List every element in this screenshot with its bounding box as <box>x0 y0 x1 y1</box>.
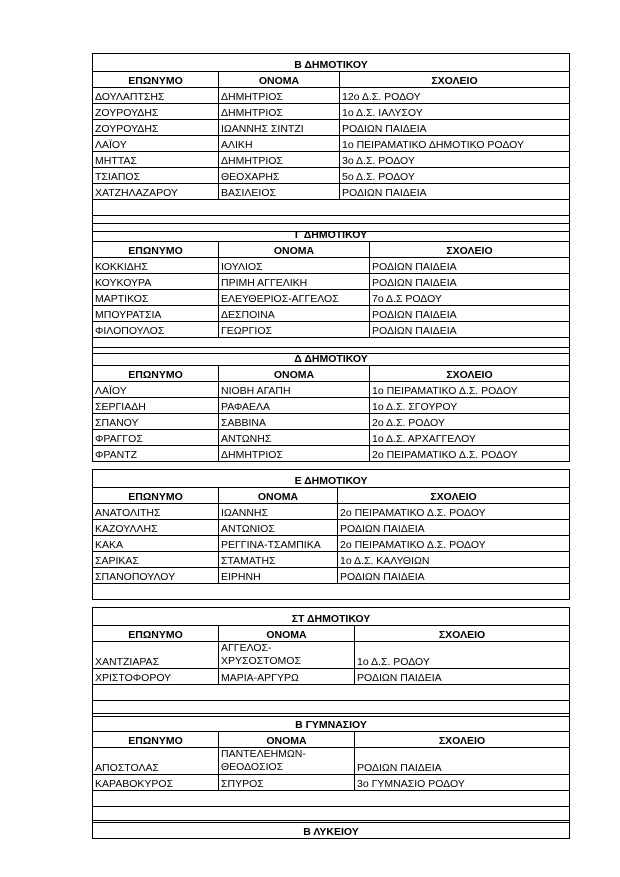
name-cell: ΔΕΣΠΟΙΝΑ <box>219 306 370 322</box>
name-cell: ΕΛΕΥΘΕΡΙΟΣ-ΑΓΓΕΛΟΣ <box>219 290 370 306</box>
school-cell: 3ο Δ.Σ. ΡΟΔΟΥ <box>340 152 570 168</box>
empty-cell <box>93 685 570 701</box>
name-cell: ΔΗΜΗΤΡΙΟΣ <box>219 88 340 104</box>
student-row <box>93 430 570 446</box>
surname-cell: ΧΑΤΖΗΛΑΖΑΡΟΥ <box>93 184 219 200</box>
surname-cell: ΚΑΚΑ <box>93 536 219 552</box>
header-name: ΟΝΟΜΑ <box>219 366 370 382</box>
student-row <box>93 536 570 552</box>
student-row <box>93 306 570 322</box>
surname-cell: ΜΗΤΤΑΣ <box>93 152 219 168</box>
header-surname: ΕΠΩΝΥΜΟ <box>93 242 219 258</box>
student-row <box>93 520 570 536</box>
student-row <box>93 88 570 104</box>
empty-cell <box>93 200 570 216</box>
empty-row <box>93 685 570 701</box>
class-title: Δ ΔΗΜΟΤΙΚΟΥ <box>93 348 570 366</box>
school-cell: 1ο Δ.Σ. ΑΡΧΑΓΓΕΛΟΥ <box>370 430 570 446</box>
school-cell: 7ο Δ.Σ ΡΟΔΟΥ <box>370 290 570 306</box>
header-name: ΟΝΟΜΑ <box>219 72 340 88</box>
surname-cell: ΦΡΑΝΤΖ <box>93 446 219 462</box>
name-cell: ΔΗΜΗΤΡΙΟΣ <box>219 152 340 168</box>
header-row <box>93 732 570 748</box>
surname-cell: ΚΟΥΚΟΥΡΑ <box>93 274 219 290</box>
surname-cell: ΣΠΑΝΟΥ <box>93 414 219 430</box>
header-surname: ΕΠΩΝΥΜΟ <box>93 732 219 748</box>
school-cell: ΡΟΔΙΩΝ ΠΑΙΔΕΙΑ <box>370 322 570 338</box>
surname-cell: ΣΠΑΝΟΠΟΥΛΟΥ <box>93 568 219 584</box>
class-title-row <box>93 714 570 732</box>
surname-cell: ΧΡΙΣΤΟΦΟΡΟΥ <box>93 669 219 685</box>
empty-cell <box>93 791 570 807</box>
school-cell: ΡΟΔΙΩΝ ΠΑΙΔΕΙΑ <box>355 748 570 775</box>
header-surname: ΕΠΩΝΥΜΟ <box>93 72 219 88</box>
student-row <box>93 504 570 520</box>
student-row <box>93 398 570 414</box>
student-row <box>93 104 570 120</box>
class-table <box>92 820 570 839</box>
class-title-row <box>93 821 570 839</box>
header-row <box>93 72 570 88</box>
name-cell: ΔΗΜΗΤΡΙΟΣ <box>219 446 370 462</box>
school-cell: ΡΟΔΙΩΝ ΠΑΙΔΕΙΑ <box>370 306 570 322</box>
header-name: ΟΝΟΜΑ <box>219 626 355 642</box>
school-cell: 2ο ΠΕΙΡΑΜΑΤΙΚΟ Δ.Σ. ΡΟΔΟΥ <box>370 446 570 462</box>
name-cell: ΙΩΑΝΝΗΣ <box>219 504 338 520</box>
school-cell: 3ο ΓΥΜΝΑΣΙΟ ΡΟΔΟΥ <box>355 775 570 791</box>
student-row <box>93 642 570 669</box>
student-row <box>93 669 570 685</box>
student-row <box>93 382 570 398</box>
name-cell: ΠΡΙΜΗ ΑΓΓΕΛΙΚΗ <box>219 274 370 290</box>
header-row <box>93 366 570 382</box>
header-name: ΟΝΟΜΑ <box>219 488 338 504</box>
header-school: ΣΧΟΛΕΙΟ <box>355 626 570 642</box>
class-title-row <box>93 54 570 72</box>
student-row <box>93 120 570 136</box>
name-cell: ΙΟΥΛΙΟΣ <box>219 258 370 274</box>
surname-cell: ΧΑΝΤΖΙΑΡΑΣ <box>93 642 219 669</box>
school-cell: 1ο ΠΕΙΡΑΜΑΤΙΚΟ Δ.Σ. ΡΟΔΟΥ <box>370 382 570 398</box>
header-school: ΣΧΟΛΕΙΟ <box>340 72 570 88</box>
name-cell: ΑΝΤΩΝΙΟΣ <box>219 520 338 536</box>
class-title: ΣΤ ΔΗΜΟΤΙΚΟΥ <box>93 608 570 626</box>
student-row <box>93 775 570 791</box>
surname-cell: ΤΣΙΑΠΟΣ <box>93 168 219 184</box>
school-cell: 1ο Δ.Σ. ΡΟΔΟΥ <box>355 642 570 669</box>
school-cell: ΡΟΔΙΩΝ ΠΑΙΔΕΙΑ <box>370 274 570 290</box>
class-title: Ε ΔΗΜΟΤΙΚΟΥ <box>93 470 570 488</box>
school-cell: ΡΟΔΙΩΝ ΠΑΙΔΕΙΑ <box>355 669 570 685</box>
school-cell: 5ο Δ.Σ. ΡΟΔΟΥ <box>340 168 570 184</box>
surname-cell: ΚΑΡΑΒΟΚΥΡΟΣ <box>93 775 219 791</box>
empty-cell <box>93 584 570 600</box>
school-cell: 1ο ΠΕΙΡΑΜΑΤΙΚΟ ΔΗΜΟΤΙΚΟ ΡΟΔΟΥ <box>340 136 570 152</box>
class-title-row <box>93 608 570 626</box>
class-title: Γ ΔΗΜΟΤΙΚΟΥ <box>93 224 570 242</box>
name-cell: ΠΑΝΤΕΛΕΗΜΩΝ- ΘΕΟΔΟΣΙΟΣ <box>219 748 355 775</box>
header-school: ΣΧΟΛΕΙΟ <box>370 242 570 258</box>
name-cell: ΙΩΑΝΝΗΣ ΣΙΝΤΖΙ <box>219 120 340 136</box>
class-table <box>92 607 570 717</box>
student-row <box>93 414 570 430</box>
surname-cell: ΔΟΥΛΑΠΤΣΗΣ <box>93 88 219 104</box>
student-row <box>93 152 570 168</box>
student-row <box>93 258 570 274</box>
name-cell: ΘΕΟΧΑΡΗΣ <box>219 168 340 184</box>
school-cell: 1ο Δ.Σ. ΙΑΛΥΣΟΥ <box>340 104 570 120</box>
header-school: ΣΧΟΛΕΙΟ <box>370 366 570 382</box>
name-cell: ΣΠΥΡΟΣ <box>219 775 355 791</box>
school-cell: ΡΟΔΙΩΝ ΠΑΙΔΕΙΑ <box>340 184 570 200</box>
surname-cell: ΛΑΪΟΥ <box>93 136 219 152</box>
name-cell: ΜΑΡΙΑ-ΑΡΓΥΡΩ <box>219 669 355 685</box>
school-cell: 2ο ΠΕΙΡΑΜΑΤΙΚΟ Δ.Σ. ΡΟΔΟΥ <box>338 504 570 520</box>
empty-row <box>93 791 570 807</box>
school-cell: 12ο Δ.Σ. ΡΟΔΟΥ <box>340 88 570 104</box>
surname-cell: ΚΑΖΟΥΛΛΗΣ <box>93 520 219 536</box>
name-cell: ΕΙΡΗΝΗ <box>219 568 338 584</box>
school-cell: ΡΟΔΙΩΝ ΠΑΙΔΕΙΑ <box>338 568 570 584</box>
class-title-row <box>93 224 570 242</box>
student-row <box>93 290 570 306</box>
class-title: Β ΔΗΜΟΤΙΚΟΥ <box>93 54 570 72</box>
name-cell: ΓΕΩΡΓΙΟΣ <box>219 322 370 338</box>
class-table <box>92 223 570 354</box>
name-cell: ΑΛΙΚΗ <box>219 136 340 152</box>
class-title: Β ΛΥΚΕΙΟΥ <box>93 821 570 839</box>
school-cell: ΡΟΔΙΩΝ ΠΑΙΔΕΙΑ <box>370 258 570 274</box>
school-cell: 1ο Δ.Σ. ΚΑΛΥΘΙΩΝ <box>338 552 570 568</box>
class-table <box>92 713 570 823</box>
student-row <box>93 274 570 290</box>
header-row <box>93 242 570 258</box>
surname-cell: ΦΙΛΟΠΟΥΛΟΣ <box>93 322 219 338</box>
header-surname: ΕΠΩΝΥΜΟ <box>93 366 219 382</box>
surname-cell: ΑΝΑΤΟΛΙΤΗΣ <box>93 504 219 520</box>
class-table <box>92 469 570 600</box>
name-cell: ΔΗΜΗΤΡΙΟΣ <box>219 104 340 120</box>
student-row <box>93 748 570 775</box>
name-cell: ΝΙΟΒΗ ΑΓΑΠΗ <box>219 382 370 398</box>
surname-cell: ΣΑΡΙΚΑΣ <box>93 552 219 568</box>
student-row <box>93 446 570 462</box>
surname-cell: ΣΕΡΓΙΑΔΗ <box>93 398 219 414</box>
header-school: ΣΧΟΛΕΙΟ <box>355 732 570 748</box>
student-row <box>93 136 570 152</box>
name-cell: ΒΑΣΙΛΕΙΟΣ <box>219 184 340 200</box>
surname-cell: ΖΟΥΡΟΥΔΗΣ <box>93 120 219 136</box>
surname-cell: ΜΑΡΤΙΚΟΣ <box>93 290 219 306</box>
student-row <box>93 568 570 584</box>
header-row <box>93 488 570 504</box>
surname-cell: ΦΡΑΓΓΟΣ <box>93 430 219 446</box>
school-cell: 2ο Δ.Σ. ΡΟΔΟΥ <box>370 414 570 430</box>
school-cell: ΡΟΔΙΩΝ ΠΑΙΔΕΙΑ <box>338 520 570 536</box>
header-name: ΟΝΟΜΑ <box>219 242 370 258</box>
header-name: ΟΝΟΜΑ <box>219 732 355 748</box>
name-cell: ΑΓΓΕΛΟΣ- ΧΡΥΣΟΣΤΟΜΟΣ <box>219 642 355 669</box>
school-cell: ΡΟΔΙΩΝ ΠΑΙΔΕΙΑ <box>340 120 570 136</box>
class-title-row <box>93 348 570 366</box>
surname-cell: ΑΠΟΣΤΟΛΑΣ <box>93 748 219 775</box>
surname-cell: ΜΠΟΥΡΑΤΣΙΑ <box>93 306 219 322</box>
class-table <box>92 53 570 232</box>
class-title: Β ΓΥΜΝΑΣΙΟΥ <box>93 714 570 732</box>
student-row <box>93 168 570 184</box>
surname-cell: ΛΑΪΟΥ <box>93 382 219 398</box>
empty-row <box>93 200 570 216</box>
name-cell: ΡΕΓΓΙΝΑ-ΤΣΑΜΠΙΚΑ <box>219 536 338 552</box>
surname-cell: ΖΟΥΡΟΥΔΗΣ <box>93 104 219 120</box>
header-school: ΣΧΟΛΕΙΟ <box>338 488 570 504</box>
header-surname: ΕΠΩΝΥΜΟ <box>93 488 219 504</box>
name-cell: ΑΝΤΩΝΗΣ <box>219 430 370 446</box>
class-title-row <box>93 470 570 488</box>
class-table <box>92 347 570 462</box>
surname-cell: ΚΟΚΚΙΔΗΣ <box>93 258 219 274</box>
name-cell: ΣΤΑΜΑΤΗΣ <box>219 552 338 568</box>
name-cell: ΡΑΦΑΕΛΑ <box>219 398 370 414</box>
school-cell: 2ο ΠΕΙΡΑΜΑΤΙΚΟ Δ.Σ. ΡΟΔΟΥ <box>338 536 570 552</box>
empty-row <box>93 584 570 600</box>
student-row <box>93 184 570 200</box>
student-row <box>93 552 570 568</box>
header-surname: ΕΠΩΝΥΜΟ <box>93 626 219 642</box>
school-cell: 1ο Δ.Σ. ΣΓΟΥΡΟΥ <box>370 398 570 414</box>
student-row <box>93 322 570 338</box>
header-row <box>93 626 570 642</box>
name-cell: ΣΑΒΒΙΝΑ <box>219 414 370 430</box>
